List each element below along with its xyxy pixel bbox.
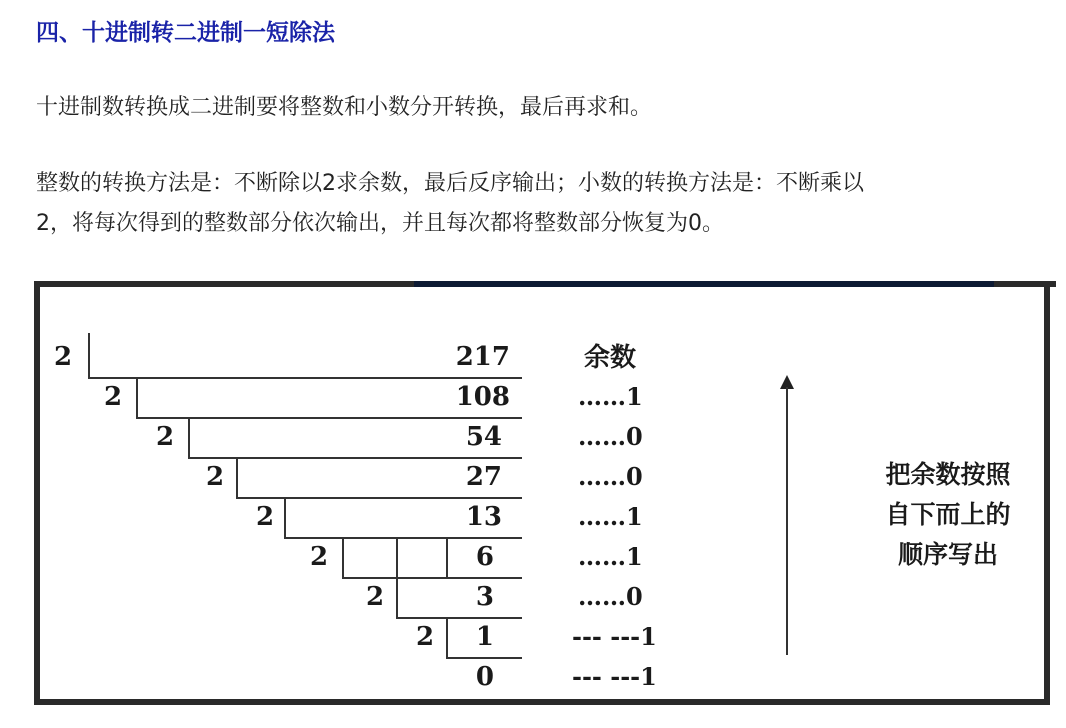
remainder: ……1 (578, 382, 643, 411)
quotient: 0 (475, 662, 494, 692)
quotient: 27 (465, 462, 502, 492)
remainder: ……0 (578, 422, 643, 451)
divisor: 2 (416, 622, 435, 652)
divisor: 2 (54, 342, 73, 372)
method-paragraph (36, 164, 864, 244)
division-line (446, 657, 522, 659)
quotient: 217 (455, 342, 510, 372)
figure-top-border (34, 281, 414, 287)
division-line (88, 377, 522, 379)
read-order-note (878, 455, 1018, 575)
section-heading: 四、十进制转二进制一短除法 (36, 20, 335, 46)
division-bracket (236, 457, 238, 497)
division-bracket (284, 497, 286, 537)
note-line-2: 自下而上的 (885, 500, 1011, 529)
remainder: ……1 (578, 542, 643, 571)
division-bracket (188, 417, 190, 457)
quotient: 1 (475, 622, 494, 652)
division-bracket (342, 537, 344, 577)
divisor: 2 (206, 462, 225, 492)
division-line (236, 497, 522, 499)
intro-paragraph: 十进制数转换成二进制要将整数和小数分开转换，最后再求和。 (36, 95, 653, 120)
quotient: 13 (465, 502, 502, 532)
remainder: --- ---1 (572, 662, 657, 691)
remainder: ……0 (578, 582, 643, 611)
remainder: ……1 (578, 502, 643, 531)
division-bracket (136, 377, 138, 417)
division-line (136, 417, 522, 419)
method-line-1: 整数的转换方法是：不断除以2求余数，最后反序输出；小数的转换方法是：不断乘以 (36, 171, 864, 196)
quotient: 54 (465, 422, 502, 452)
divisor: 2 (156, 422, 175, 452)
remainder: ……0 (578, 462, 643, 491)
divisor: 2 (256, 502, 275, 532)
arrow-shaft (786, 387, 788, 655)
figure-top-border-dark (414, 281, 994, 287)
note-line-1: 把余数按照 (885, 460, 1011, 489)
short-division-figure (34, 281, 1050, 705)
divisor: 2 (310, 542, 329, 572)
division-line (396, 617, 522, 619)
quotient: 6 (475, 542, 494, 572)
quotient: 108 (455, 382, 510, 412)
note-line-3: 顺序写出 (897, 540, 998, 569)
figure-top-border-end (994, 281, 1056, 287)
quotient: 3 (475, 582, 494, 612)
division-line (284, 537, 522, 539)
division-line (342, 577, 522, 579)
division-line (188, 457, 522, 459)
remainder: --- ---1 (572, 622, 657, 651)
divisor: 2 (366, 582, 385, 612)
divisor: 2 (104, 382, 123, 412)
division-bracket (88, 333, 90, 377)
remainder-header: 余数 (584, 343, 637, 373)
method-line-2: 2，将每次得到的整数部分依次输出，并且每次都将整数部分恢复为0。 (36, 211, 724, 236)
